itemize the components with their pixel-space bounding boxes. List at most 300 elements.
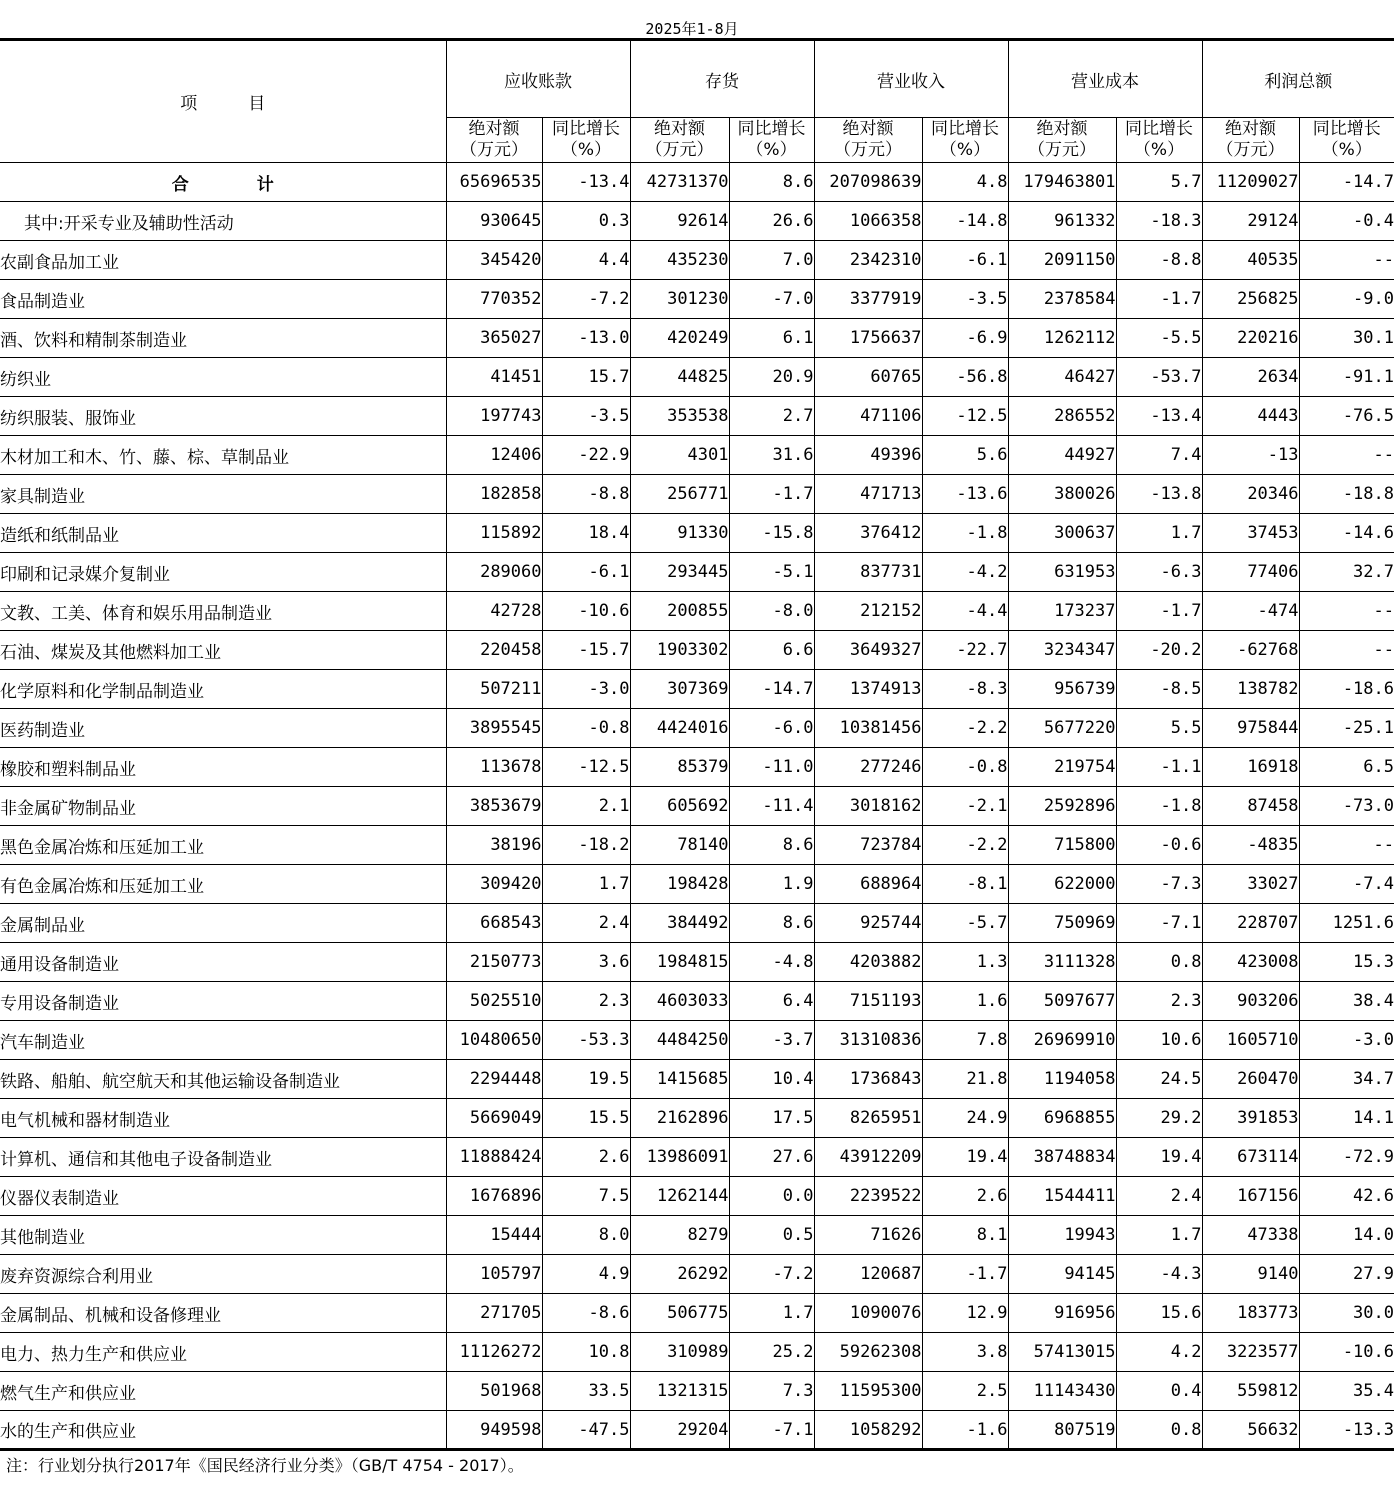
absolute-value-cell: 4603033 — [630, 982, 729, 1021]
yoy-growth-cell: 1.7 — [1116, 514, 1202, 553]
absolute-value-cell: 43912209 — [814, 1138, 922, 1177]
absolute-value-cell: 300637 — [1008, 514, 1116, 553]
absolute-value-cell: 2634 — [1202, 358, 1299, 397]
yoy-growth-cell: -47.5 — [542, 1411, 630, 1450]
yoy-growth-cell: 17.5 — [729, 1099, 814, 1138]
absolute-value-cell: 11888424 — [446, 1138, 542, 1177]
absolute-value-cell: 353538 — [630, 397, 729, 436]
yoy-growth-cell: -- — [1299, 631, 1394, 670]
absolute-value-cell: 3111328 — [1008, 943, 1116, 982]
absolute-value-cell: 420249 — [630, 319, 729, 358]
absolute-value-cell: 723784 — [814, 826, 922, 865]
yoy-growth-cell: 7.4 — [1116, 436, 1202, 475]
absolute-value-cell: 770352 — [446, 280, 542, 319]
absolute-value-cell: 837731 — [814, 553, 922, 592]
absolute-value-cell: 167156 — [1202, 1177, 1299, 1216]
table-row — [0, 280, 1394, 319]
absolute-value-cell: 3018162 — [814, 787, 922, 826]
yoy-growth-cell: -91.1 — [1299, 358, 1394, 397]
industry-name: 食品制造业 — [0, 280, 446, 319]
yoy-growth-cell: 4.2 — [1116, 1333, 1202, 1372]
subheader-label: 同比增长 — [1125, 119, 1193, 139]
yoy-growth-cell: 35.4 — [1299, 1372, 1394, 1411]
industry-name: 金属制品业 — [0, 904, 446, 943]
industry-name: 造纸和纸制品业 — [0, 514, 446, 553]
absolute-value-cell: 91330 — [630, 514, 729, 553]
yoy-growth-cell: -10.6 — [1299, 1333, 1394, 1372]
subheader-label: 绝对额 — [654, 119, 705, 139]
yoy-growth-cell: -8.5 — [1116, 670, 1202, 709]
absolute-value-cell: 2342310 — [814, 241, 922, 280]
yoy-growth-cell: -7.2 — [729, 1255, 814, 1294]
yoy-growth-cell: -6.9 — [922, 319, 1008, 358]
absolute-value-cell: -13 — [1202, 436, 1299, 475]
absolute-value-cell: 10381456 — [814, 709, 922, 748]
absolute-value-cell: 10480650 — [446, 1021, 542, 1060]
yoy-growth-cell: 15.3 — [1299, 943, 1394, 982]
yoy-growth-cell: 14.1 — [1299, 1099, 1394, 1138]
yoy-growth-cell: 7.5 — [542, 1177, 630, 1216]
absolute-value-cell: 12406 — [446, 436, 542, 475]
absolute-value-cell: 310989 — [630, 1333, 729, 1372]
subheader-abs-1 — [630, 118, 729, 163]
yoy-growth-cell: -18.6 — [1299, 670, 1394, 709]
absolute-value-cell: 212152 — [814, 592, 922, 631]
absolute-value-cell: 13986091 — [630, 1138, 729, 1177]
yoy-growth-cell: 0.0 — [729, 1177, 814, 1216]
yoy-growth-cell: 10.8 — [542, 1333, 630, 1372]
subheader-label: 同比增长 — [931, 119, 999, 139]
industry-name: 其他制造业 — [0, 1216, 446, 1255]
absolute-value-cell: 4443 — [1202, 397, 1299, 436]
yoy-growth-cell: 8.6 — [729, 904, 814, 943]
yoy-growth-cell: -- — [1299, 592, 1394, 631]
absolute-value-cell: 120687 — [814, 1255, 922, 1294]
subheader-label: 同比增长 — [552, 119, 620, 139]
yoy-growth-cell: 0.4 — [1116, 1372, 1202, 1411]
absolute-value-cell: 29124 — [1202, 202, 1299, 241]
yoy-growth-cell: 15.7 — [542, 358, 630, 397]
yoy-growth-cell: -8.1 — [922, 865, 1008, 904]
yoy-growth-cell: 26.6 — [729, 202, 814, 241]
yoy-growth-cell: -3.5 — [922, 280, 1008, 319]
yoy-growth-cell: 2.5 — [922, 1372, 1008, 1411]
subheader-unit: （万元） — [460, 140, 528, 160]
table-row — [0, 436, 1394, 475]
industry-name: 有色金属冶炼和压延加工业 — [0, 865, 446, 904]
absolute-value-cell: 4424016 — [630, 709, 729, 748]
absolute-value-cell: 277246 — [814, 748, 922, 787]
industry-name: 农副食品加工业 — [0, 241, 446, 280]
yoy-growth-cell: -0.8 — [542, 709, 630, 748]
absolute-value-cell: 1415685 — [630, 1060, 729, 1099]
yoy-growth-cell: -8.3 — [922, 670, 1008, 709]
table-row — [0, 670, 1394, 709]
industry-name: 仪器仪表制造业 — [0, 1177, 446, 1216]
yoy-growth-cell: -15.7 — [542, 631, 630, 670]
table-row — [0, 904, 1394, 943]
yoy-growth-cell: -15.8 — [729, 514, 814, 553]
yoy-growth-cell: 34.7 — [1299, 1060, 1394, 1099]
yoy-growth-cell: -4.2 — [922, 553, 1008, 592]
absolute-value-cell: 11595300 — [814, 1372, 922, 1411]
table-row — [0, 943, 1394, 982]
absolute-value-cell: 307369 — [630, 670, 729, 709]
absolute-value-cell: 3853679 — [446, 787, 542, 826]
subheader-label: 绝对额 — [468, 119, 520, 139]
industry-name: 橡胶和塑料制品业 — [0, 748, 446, 787]
table-row — [0, 1060, 1394, 1099]
absolute-value-cell: 1090076 — [814, 1294, 922, 1333]
yoy-growth-cell: -2.1 — [922, 787, 1008, 826]
absolute-value-cell: 391853 — [1202, 1099, 1299, 1138]
absolute-value-cell: 92614 — [630, 202, 729, 241]
subheader-label: 绝对额 — [1225, 119, 1276, 139]
yoy-growth-cell: -14.8 — [922, 202, 1008, 241]
yoy-growth-cell: 3.6 — [542, 943, 630, 982]
absolute-value-cell: 228707 — [1202, 904, 1299, 943]
yoy-growth-cell: -1.6 — [922, 1411, 1008, 1450]
absolute-value-cell: 20346 — [1202, 475, 1299, 514]
absolute-value-cell: 975844 — [1202, 709, 1299, 748]
absolute-value-cell: 1321315 — [630, 1372, 729, 1411]
yoy-growth-cell: -6.1 — [922, 241, 1008, 280]
absolute-value-cell: 1194058 — [1008, 1060, 1116, 1099]
subheader-unit: （万元） — [1028, 140, 1096, 160]
yoy-growth-cell: -1.7 — [1116, 280, 1202, 319]
yoy-growth-cell: 18.4 — [542, 514, 630, 553]
absolute-value-cell: 365027 — [446, 319, 542, 358]
item-column-header: 项 目 — [0, 40, 446, 163]
absolute-value-cell: 19943 — [1008, 1216, 1116, 1255]
absolute-value-cell: 11126272 — [446, 1333, 542, 1372]
yoy-growth-cell: -13.6 — [922, 475, 1008, 514]
industry-name: 电力、热力生产和供应业 — [0, 1333, 446, 1372]
subheader-unit: （%） — [746, 140, 797, 160]
yoy-growth-cell: -18.3 — [1116, 202, 1202, 241]
absolute-value-cell: 668543 — [446, 904, 542, 943]
absolute-value-cell: 605692 — [630, 787, 729, 826]
table-row — [0, 1333, 1394, 1372]
yoy-growth-cell: 1.7 — [1116, 1216, 1202, 1255]
industry-name: 通用设备制造业 — [0, 943, 446, 982]
absolute-value-cell: 94145 — [1008, 1255, 1116, 1294]
yoy-growth-cell: 5.7 — [1116, 163, 1202, 202]
yoy-growth-cell: 14.0 — [1299, 1216, 1394, 1255]
absolute-value-cell: 9140 — [1202, 1255, 1299, 1294]
table-row — [0, 787, 1394, 826]
subheader-abs-3 — [1008, 118, 1116, 163]
yoy-growth-cell: 33.5 — [542, 1372, 630, 1411]
yoy-growth-cell: -13.4 — [1116, 397, 1202, 436]
absolute-value-cell: 219754 — [1008, 748, 1116, 787]
table-row — [0, 514, 1394, 553]
absolute-value-cell: 31310836 — [814, 1021, 922, 1060]
yoy-growth-cell: 6.5 — [1299, 748, 1394, 787]
absolute-value-cell: -62768 — [1202, 631, 1299, 670]
yoy-growth-cell: 15.6 — [1116, 1294, 1202, 1333]
group-header-profit: 利润总额 — [1202, 40, 1394, 118]
industry-name: 化学原料和化学制品制造业 — [0, 670, 446, 709]
yoy-growth-cell: -7.4 — [1299, 865, 1394, 904]
absolute-value-cell: 5669049 — [446, 1099, 542, 1138]
industry-name: 电气机械和器材制造业 — [0, 1099, 446, 1138]
yoy-growth-cell: -11.4 — [729, 787, 814, 826]
yoy-growth-cell: 0.8 — [1116, 943, 1202, 982]
table-row — [0, 1372, 1394, 1411]
yoy-growth-cell: -22.7 — [922, 631, 1008, 670]
yoy-growth-cell: -3.0 — [542, 670, 630, 709]
absolute-value-cell: 1374913 — [814, 670, 922, 709]
subheader-unit: （万元） — [645, 140, 714, 160]
yoy-growth-cell: 12.9 — [922, 1294, 1008, 1333]
absolute-value-cell: 46427 — [1008, 358, 1116, 397]
absolute-value-cell: 930645 — [446, 202, 542, 241]
absolute-value-cell: 26969910 — [1008, 1021, 1116, 1060]
yoy-growth-cell: -53.3 — [542, 1021, 630, 1060]
absolute-value-cell: 41451 — [446, 358, 542, 397]
absolute-value-cell: 1066358 — [814, 202, 922, 241]
yoy-growth-cell: 27.9 — [1299, 1255, 1394, 1294]
yoy-growth-cell: -18.2 — [542, 826, 630, 865]
yoy-growth-cell: -3.7 — [729, 1021, 814, 1060]
subheader-yoy-4 — [1299, 118, 1394, 163]
group-header-revenue: 营业收入 — [814, 40, 1008, 118]
table-row — [0, 202, 1394, 241]
yoy-growth-cell: -53.7 — [1116, 358, 1202, 397]
absolute-value-cell: 56632 — [1202, 1411, 1299, 1450]
yoy-growth-cell: 20.9 — [729, 358, 814, 397]
table-row — [0, 982, 1394, 1021]
yoy-growth-cell: 38.4 — [1299, 982, 1394, 1021]
yoy-growth-cell: -8.0 — [729, 592, 814, 631]
industry-name: 医药制造业 — [0, 709, 446, 748]
subheader-yoy-3 — [1116, 118, 1202, 163]
subheader-unit: （万元） — [834, 140, 902, 160]
yoy-growth-cell: -- — [1299, 826, 1394, 865]
subheader-abs-4 — [1202, 118, 1299, 163]
subheader-abs-0 — [446, 118, 542, 163]
absolute-value-cell: 506775 — [630, 1294, 729, 1333]
absolute-value-cell: 113678 — [446, 748, 542, 787]
table-row — [0, 865, 1394, 904]
absolute-value-cell: 198428 — [630, 865, 729, 904]
yoy-growth-cell: 24.9 — [922, 1099, 1008, 1138]
absolute-value-cell: 435230 — [630, 241, 729, 280]
absolute-value-cell: 16918 — [1202, 748, 1299, 787]
absolute-value-cell: 1676896 — [446, 1177, 542, 1216]
yoy-growth-cell: -13.3 — [1299, 1411, 1394, 1450]
subheader-label: 绝对额 — [1036, 119, 1088, 139]
absolute-value-cell: -474 — [1202, 592, 1299, 631]
yoy-growth-cell: 32.7 — [1299, 553, 1394, 592]
yoy-growth-cell: -8.8 — [542, 475, 630, 514]
absolute-value-cell: 380026 — [1008, 475, 1116, 514]
industry-name: 铁路、船舶、航空航天和其他运输设备制造业 — [0, 1060, 446, 1099]
absolute-value-cell: 220458 — [446, 631, 542, 670]
absolute-value-cell: 471713 — [814, 475, 922, 514]
absolute-value-cell: 3234347 — [1008, 631, 1116, 670]
absolute-value-cell: 956739 — [1008, 670, 1116, 709]
yoy-growth-cell: 5.6 — [922, 436, 1008, 475]
absolute-value-cell: 750969 — [1008, 904, 1116, 943]
yoy-growth-cell: 5.5 — [1116, 709, 1202, 748]
yoy-growth-cell: -11.0 — [729, 748, 814, 787]
absolute-value-cell: 4301 — [630, 436, 729, 475]
absolute-value-cell: 903206 — [1202, 982, 1299, 1021]
table-row — [0, 553, 1394, 592]
yoy-growth-cell: -18.8 — [1299, 475, 1394, 514]
table-row — [0, 1255, 1394, 1294]
yoy-growth-cell: -9.0 — [1299, 280, 1394, 319]
absolute-value-cell: 85379 — [630, 748, 729, 787]
yoy-growth-cell: 6.4 — [729, 982, 814, 1021]
yoy-growth-cell: 19.4 — [1116, 1138, 1202, 1177]
absolute-value-cell: 200855 — [630, 592, 729, 631]
yoy-growth-cell: 31.6 — [729, 436, 814, 475]
industry-name: 废弃资源综合利用业 — [0, 1255, 446, 1294]
yoy-growth-cell: 30.0 — [1299, 1294, 1394, 1333]
table-row — [0, 1099, 1394, 1138]
industry-name: 石油、煤炭及其他燃料加工业 — [0, 631, 446, 670]
industry-name: 文教、工美、体育和娱乐用品制造业 — [0, 592, 446, 631]
absolute-value-cell: 2091150 — [1008, 241, 1116, 280]
subheader-abs-2 — [814, 118, 922, 163]
yoy-growth-cell: -14.7 — [1299, 163, 1394, 202]
yoy-growth-cell: 19.4 — [922, 1138, 1008, 1177]
subheader-unit: （%） — [1321, 140, 1372, 160]
yoy-growth-cell: -13.4 — [542, 163, 630, 202]
absolute-value-cell: 5097677 — [1008, 982, 1116, 1021]
absolute-value-cell: 44825 — [630, 358, 729, 397]
yoy-growth-cell: 6.1 — [729, 319, 814, 358]
absolute-value-cell: 688964 — [814, 865, 922, 904]
yoy-growth-cell: -25.1 — [1299, 709, 1394, 748]
absolute-value-cell: 345420 — [446, 241, 542, 280]
yoy-growth-cell: 10.6 — [1116, 1021, 1202, 1060]
yoy-growth-cell: 4.9 — [542, 1255, 630, 1294]
yoy-growth-cell: 8.0 — [542, 1216, 630, 1255]
yoy-growth-cell: -5.7 — [922, 904, 1008, 943]
yoy-growth-cell: -56.8 — [922, 358, 1008, 397]
yoy-growth-cell: -76.5 — [1299, 397, 1394, 436]
yoy-growth-cell: -14.6 — [1299, 514, 1394, 553]
yoy-growth-cell: -4.8 — [729, 943, 814, 982]
yoy-growth-cell: 8.1 — [922, 1216, 1008, 1255]
yoy-growth-cell: -3.5 — [542, 397, 630, 436]
yoy-growth-cell: 1.6 — [922, 982, 1008, 1021]
yoy-growth-cell: -0.4 — [1299, 202, 1394, 241]
table-row — [0, 1411, 1394, 1450]
yoy-growth-cell: 1.9 — [729, 865, 814, 904]
absolute-value-cell: 15444 — [446, 1216, 542, 1255]
industry-name: 燃气生产和供应业 — [0, 1372, 446, 1411]
yoy-growth-cell: 10.4 — [729, 1060, 814, 1099]
yoy-growth-cell: 42.6 — [1299, 1177, 1394, 1216]
absolute-value-cell: 71626 — [814, 1216, 922, 1255]
industry-name: 黑色金属冶炼和压延加工业 — [0, 826, 446, 865]
absolute-value-cell: 7151193 — [814, 982, 922, 1021]
absolute-value-cell: 26292 — [630, 1255, 729, 1294]
absolute-value-cell: 1058292 — [814, 1411, 922, 1450]
absolute-value-cell: 301230 — [630, 280, 729, 319]
subheader-yoy-2 — [922, 118, 1008, 163]
table-row — [0, 397, 1394, 436]
yoy-growth-cell: -8.6 — [542, 1294, 630, 1333]
yoy-growth-cell: 1.7 — [542, 865, 630, 904]
industry-name: 纺织服装、服饰业 — [0, 397, 446, 436]
industry-name: 金属制品、机械和设备修理业 — [0, 1294, 446, 1333]
absolute-value-cell: 2378584 — [1008, 280, 1116, 319]
yoy-growth-cell: -8.8 — [1116, 241, 1202, 280]
absolute-value-cell: 471106 — [814, 397, 922, 436]
yoy-growth-cell: 2.4 — [542, 904, 630, 943]
yoy-growth-cell: 2.3 — [1116, 982, 1202, 1021]
yoy-growth-cell: 2.6 — [922, 1177, 1008, 1216]
subheader-label: 绝对额 — [842, 119, 894, 139]
yoy-growth-cell: 2.6 — [542, 1138, 630, 1177]
yoy-growth-cell: 8.6 — [729, 163, 814, 202]
absolute-value-cell: 256771 — [630, 475, 729, 514]
absolute-value-cell: 631953 — [1008, 553, 1116, 592]
table-body — [0, 163, 1394, 1450]
absolute-value-cell: -4835 — [1202, 826, 1299, 865]
yoy-growth-cell: 27.6 — [729, 1138, 814, 1177]
absolute-value-cell: 57413015 — [1008, 1333, 1116, 1372]
industry-name: 计算机、通信和其他电子设备制造业 — [0, 1138, 446, 1177]
absolute-value-cell: 197743 — [446, 397, 542, 436]
absolute-value-cell: 42731370 — [630, 163, 729, 202]
industry-name: 合 计 — [0, 163, 446, 202]
absolute-value-cell: 77406 — [1202, 553, 1299, 592]
absolute-value-cell: 1605710 — [1202, 1021, 1299, 1060]
yoy-growth-cell: -2.2 — [922, 826, 1008, 865]
absolute-value-cell: 1262112 — [1008, 319, 1116, 358]
absolute-value-cell: 8279 — [630, 1216, 729, 1255]
industry-name: 非金属矿物制品业 — [0, 787, 446, 826]
absolute-value-cell: 3377919 — [814, 280, 922, 319]
absolute-value-cell: 507211 — [446, 670, 542, 709]
yoy-growth-cell: -0.8 — [922, 748, 1008, 787]
absolute-value-cell: 5677220 — [1008, 709, 1116, 748]
yoy-growth-cell: 1.7 — [729, 1294, 814, 1333]
industry-statistics-table — [0, 38, 1394, 1451]
table-row — [0, 475, 1394, 514]
absolute-value-cell: 3895545 — [446, 709, 542, 748]
table-row — [0, 358, 1394, 397]
table-row — [0, 709, 1394, 748]
table-row — [0, 826, 1394, 865]
absolute-value-cell: 105797 — [446, 1255, 542, 1294]
yoy-growth-cell: 4.8 — [922, 163, 1008, 202]
absolute-value-cell: 715800 — [1008, 826, 1116, 865]
yoy-growth-cell: 2.1 — [542, 787, 630, 826]
absolute-value-cell: 6968855 — [1008, 1099, 1116, 1138]
absolute-value-cell: 207098639 — [814, 163, 922, 202]
table-row — [0, 319, 1394, 358]
yoy-growth-cell: 6.6 — [729, 631, 814, 670]
yoy-growth-cell: -3.0 — [1299, 1021, 1394, 1060]
absolute-value-cell: 42728 — [446, 592, 542, 631]
absolute-value-cell: 2150773 — [446, 943, 542, 982]
absolute-value-cell: 423008 — [1202, 943, 1299, 982]
yoy-growth-cell: -- — [1299, 436, 1394, 475]
absolute-value-cell: 4484250 — [630, 1021, 729, 1060]
absolute-value-cell: 622000 — [1008, 865, 1116, 904]
yoy-growth-cell: 7.0 — [729, 241, 814, 280]
absolute-value-cell: 87458 — [1202, 787, 1299, 826]
yoy-growth-cell: 0.3 — [542, 202, 630, 241]
